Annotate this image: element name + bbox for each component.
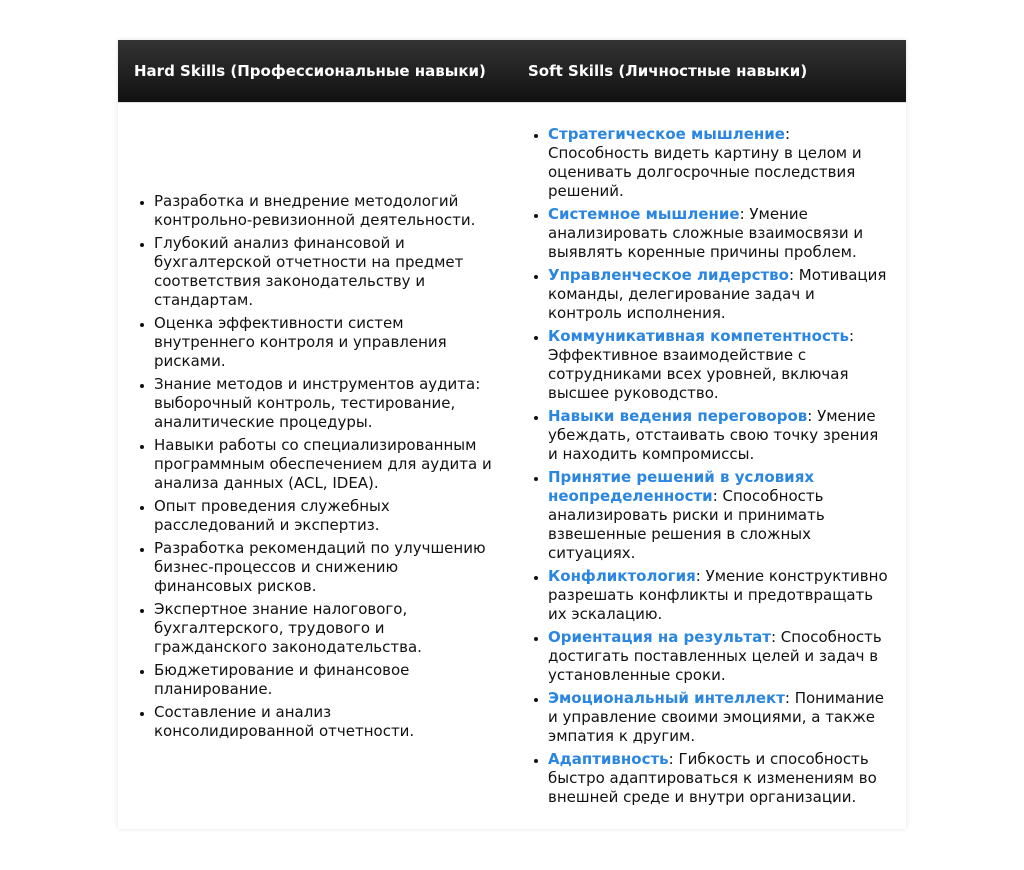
soft-skill-item (548, 205, 890, 262)
hard-skills-cell (118, 103, 512, 830)
soft-skill-description: : Мотивация команды, делегирование задач и контроль исполнения. (548, 266, 887, 322)
soft-skill-item (548, 125, 890, 201)
soft-skill-item (548, 266, 890, 323)
soft-skill-description: : Умение анализировать сложные взаимосвязи и выявлять коренные причины проблем. (548, 205, 864, 261)
soft-skill-term: Конфликтология (548, 567, 696, 585)
soft-skill-item (548, 327, 890, 403)
header-hard-skills: Hard Skills (Профессиональные навыки) (118, 40, 512, 103)
soft-skill-description: : Способность видеть картину в целом и оценивать долгосрочные последствия решений. (548, 125, 862, 200)
soft-skill-term: Адаптивность (548, 750, 669, 768)
soft-skill-term: Навыки ведения переговоров (548, 407, 808, 425)
hard-skill-item: • Бюджетирование и финансовое планирование. (154, 661, 496, 699)
hard-skill-item: • Оценка эффективности систем внутреннего контроля и управления рисками. (154, 314, 496, 371)
hard-skill-item: • Составление и анализ консолидированной отчетности. (154, 703, 496, 741)
soft-skill-term: Стратегическое мышление (548, 125, 785, 143)
soft-skill-term: Ориентация на результат (548, 628, 771, 646)
header-soft-skills: Soft Skills (Личностные навыки) (512, 40, 906, 103)
hard-skill-item: • Разработка рекомендаций по улучшению бизнес-процессов и снижению финансовых рисков. (154, 539, 496, 596)
soft-skill-item (548, 407, 890, 464)
soft-skill-term: Коммуникативная компетентность (548, 327, 850, 345)
header-row (118, 40, 906, 103)
soft-skill-item (548, 567, 890, 624)
hard-skill-item: • Глубокий анализ финансовой и бухгалтерской отчетности на предмет соответствия законодательству и стандартам. (154, 234, 496, 310)
soft-skill-term: Эмоциональный интеллект (548, 689, 785, 707)
soft-skill-description: : Способность достигать поставленных целей и задач в установленные сроки. (548, 628, 882, 684)
soft-skill-item (548, 689, 890, 746)
soft-skill-term: Принятие решений в условиях неопределенности (548, 468, 815, 505)
soft-skills-list (528, 125, 890, 807)
soft-skill-item (548, 628, 890, 685)
soft-skill-term: Управленческое лидерство (548, 266, 789, 284)
soft-skill-term: Системное мышление (548, 205, 740, 223)
hard-skill-item: • Опыт проведения служебных расследований и экспертиз. (154, 497, 496, 535)
skills-table-container (118, 40, 906, 829)
soft-skill-item (548, 750, 890, 807)
soft-skill-description: : Понимание и управление своими эмоциями, а также эмпатия к другим. (548, 689, 885, 745)
hard-skill-item: • Знание методов и инструментов аудита: выборочный контроль, тестирование, аналитические процедуры. (154, 375, 496, 432)
soft-skills-cell (512, 103, 906, 830)
hard-skill-item: • Экспертное знание налогового, бухгалтерского, трудового и гражданского законодательства. (154, 600, 496, 657)
skills-table (118, 40, 906, 829)
soft-skill-description: : Эффективное взаимодействие с сотрудниками всех уровней, включая высшее руководство. (548, 327, 855, 402)
hard-skill-item: • Навыки работы со специализированным программным обеспечением для аудита и анализа данных (ACL, IDEA). (154, 436, 496, 493)
hard-skill-item: • Разработка и внедрение методологий контрольно-ревизионной деятельности. (154, 192, 496, 230)
skills-row (118, 103, 906, 830)
hard-skills-list (134, 192, 496, 741)
soft-skill-description: : Гибкость и способность быстро адаптироваться к изменениям во внешней среде и внутри организации. (548, 750, 877, 806)
soft-skill-description: : Умение убеждать, отстаивать свою точку зрения и находить компромиссы. (548, 407, 879, 463)
soft-skill-item (548, 468, 890, 563)
soft-skill-description: : Умение конструктивно разрешать конфликты и предотвращать их эскалацию. (548, 567, 888, 623)
soft-skill-description: : Способность анализировать риски и принимать взвешенные решения в сложных ситуациях. (548, 487, 825, 562)
